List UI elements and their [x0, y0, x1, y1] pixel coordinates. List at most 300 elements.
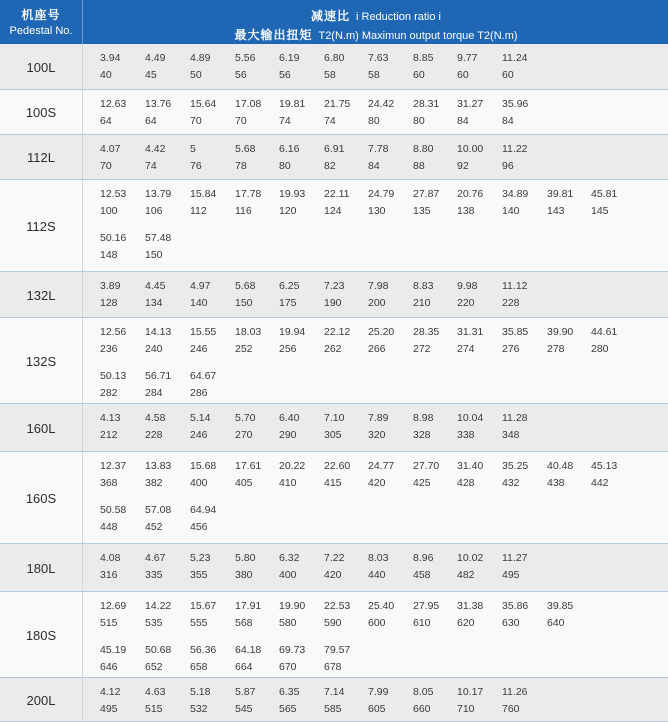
output-torque-value: 338: [457, 429, 475, 441]
ratio-torque-cell: [324, 598, 364, 632]
reduction-ratio-value: 64.18: [235, 644, 262, 656]
reduction-ratio-value: 4.13: [100, 412, 121, 424]
reduction-ratio-value: 13.83: [145, 460, 172, 472]
reduction-ratio-value: 4.12: [100, 686, 121, 698]
ratio-torque-cell: [457, 598, 497, 632]
ratio-torque-cell: [279, 278, 319, 312]
ratio-torque-cell: [502, 410, 542, 444]
reduction-ratio-value: 9.98: [457, 280, 478, 292]
pedestal-header-cn: 机座号: [21, 8, 61, 22]
output-torque-value: 74: [324, 115, 336, 127]
pedestal-label: 100L: [0, 44, 83, 90]
output-torque-value: 134: [145, 297, 163, 309]
reduction-ratio-value: 8.83: [413, 280, 434, 292]
ratio-torque-cell: [457, 410, 497, 444]
output-torque-value: 84: [502, 115, 514, 127]
reduction-ratio-value: 12.53: [100, 188, 127, 200]
output-torque-value: 415: [324, 477, 342, 489]
torque-header-cn: 最大输出扭矩: [234, 28, 313, 42]
ratio-torque-cell: [547, 186, 587, 220]
ratio-torque-cell: [413, 278, 453, 312]
ratio-torque-cell: [145, 96, 185, 130]
output-torque-value: 410: [279, 477, 297, 489]
table-row: [0, 44, 668, 90]
reduction-ratio-value: 8.96: [413, 552, 434, 564]
output-torque-value: 84: [457, 115, 469, 127]
ratio-torque-cell: [279, 642, 319, 676]
output-torque-value: 515: [145, 703, 163, 715]
reduction-ratio-value: 6.80: [324, 52, 345, 64]
reduction-ratio-value: 11.24: [502, 52, 528, 64]
ratio-torque-cell: [190, 642, 230, 676]
output-torque-value: 120: [279, 205, 297, 217]
output-torque-value: 425: [413, 477, 431, 489]
ratio-torque-cell: [457, 458, 497, 492]
table-row: [0, 544, 668, 592]
ratio-torque-header: [84, 0, 668, 44]
output-torque-value: 60: [457, 69, 469, 81]
output-torque-value: 658: [190, 661, 208, 673]
ratio-torque-cell: [190, 550, 230, 584]
ratio-torque-cell: [457, 684, 497, 718]
ratio-torque-cell: [457, 186, 497, 220]
ratio-torque-cell: [235, 684, 275, 718]
ratio-torque-cell: [591, 458, 631, 492]
pedestal-label: 160S: [0, 452, 83, 544]
reduction-ratio-value: 4.49: [145, 52, 166, 64]
output-torque-value: 270: [235, 429, 253, 441]
output-torque-value: 600: [368, 617, 386, 629]
ratio-torque-cell: [502, 186, 542, 220]
ratio-torque-cell: [279, 684, 319, 718]
output-torque-value: 448: [100, 521, 118, 533]
reduction-ratio-value: 24.77: [368, 460, 395, 472]
ratio-torque-cell: [413, 96, 453, 130]
output-torque-value: 143: [547, 205, 565, 217]
output-torque-value: 148: [100, 249, 118, 261]
reduction-ratio-value: 50.58: [100, 504, 127, 516]
output-torque-value: 286: [190, 387, 208, 399]
output-torque-value: 276: [502, 343, 520, 355]
output-torque-value: 565: [279, 703, 297, 715]
output-torque-value: 64: [145, 115, 157, 127]
reduction-ratio-value: 5.70: [235, 412, 256, 424]
ratio-torque-cell: [235, 550, 275, 584]
ratio-torque-cell: [100, 96, 140, 130]
output-torque-value: 640: [547, 617, 565, 629]
pedestal-label: 180S: [0, 592, 83, 678]
reduction-ratio-value: 5.87: [235, 686, 256, 698]
ratio-torque-cell: [190, 186, 230, 220]
reduction-ratio-value: 44.61: [591, 326, 618, 338]
ratio-torque-cell: [279, 550, 319, 584]
reduction-ratio-value: 56.71: [145, 370, 172, 382]
output-torque-value: 124: [324, 205, 342, 217]
reduction-ratio-value: 6.35: [279, 686, 300, 698]
reduction-ratio-value: 27.87: [413, 188, 440, 200]
ratio-torque-cell: [457, 550, 497, 584]
output-torque-value: 328: [413, 429, 431, 441]
ratio-torque-cell: [190, 96, 230, 130]
ratio-torque-cell: [324, 550, 364, 584]
ratio-torque-cell: [413, 186, 453, 220]
ratio-torque-cell: [235, 458, 275, 492]
output-torque-value: 175: [279, 297, 297, 309]
reduction-ratio-value: 22.60: [324, 460, 351, 472]
ratio-torque-cell: [368, 598, 408, 632]
output-torque-value: 664: [235, 661, 253, 673]
reduction-ratio-value: 5.23: [190, 552, 211, 564]
output-torque-value: 368: [100, 477, 118, 489]
reduction-ratio-value: 20.76: [457, 188, 484, 200]
reduction-ratio-value: 15.68: [190, 460, 217, 472]
ratio-torque-cell: [145, 550, 185, 584]
reduction-ratio-value: 5.80: [235, 552, 256, 564]
output-torque-value: 82: [324, 160, 336, 172]
output-torque-value: 200: [368, 297, 386, 309]
ratio-torque-cell: [324, 410, 364, 444]
output-torque-value: 710: [457, 703, 475, 715]
ratio-torque-cell: [591, 186, 631, 220]
reduction-ratio-value: 4.58: [145, 412, 166, 424]
ratio-torque-cell: [279, 96, 319, 130]
ratio-torque-cell: [368, 186, 408, 220]
ratio-torque-cell: [279, 186, 319, 220]
reduction-ratio-value: 17.61: [235, 460, 262, 472]
output-torque-value: 545: [235, 703, 253, 715]
ratio-torque-cell: [279, 141, 319, 175]
output-torque-value: 60: [413, 69, 425, 81]
output-torque-value: 278: [547, 343, 565, 355]
reduction-ratio-value: 10.02: [457, 552, 484, 564]
reduction-ratio-value: 6.19: [279, 52, 300, 64]
reduction-ratio-value: 24.42: [368, 98, 395, 110]
output-torque-value: 150: [235, 297, 253, 309]
ratio-torque-cell: [190, 50, 230, 84]
output-torque-value: 282: [100, 387, 118, 399]
reduction-ratio-value: 7.14: [324, 686, 345, 698]
ratio-torque-cell: [190, 324, 230, 358]
ratio-torque-cell: [457, 278, 497, 312]
output-torque-value: 116: [235, 205, 252, 217]
output-torque-value: 70: [235, 115, 247, 127]
output-torque-value: 535: [145, 617, 163, 629]
output-torque-value: 252: [235, 343, 253, 355]
ratio-torque-cell: [235, 278, 275, 312]
output-torque-value: 140: [190, 297, 208, 309]
ratio-torque-cell: [190, 410, 230, 444]
ratio-torque-cell: [502, 550, 542, 584]
output-torque-value: 246: [190, 343, 208, 355]
reduction-ratio-value: 56.36: [190, 644, 217, 656]
output-torque-value: 145: [591, 205, 609, 217]
reduction-ratio-value: 5.68: [235, 143, 256, 155]
ratio-torque-cell: [324, 186, 364, 220]
output-torque-value: 646: [100, 661, 118, 673]
output-torque-value: 590: [324, 617, 342, 629]
reduction-ratio-value: 28.35: [413, 326, 440, 338]
reduction-ratio-value: 11.27: [502, 552, 528, 564]
pedestal-label: 132S: [0, 318, 83, 404]
reduction-ratio-value: 64.94: [190, 504, 217, 516]
reduction-ratio-value: 25.40: [368, 600, 395, 612]
output-torque-value: 106: [145, 205, 163, 217]
output-torque-value: 56: [279, 69, 291, 81]
reduction-ratio-value: 19.93: [279, 188, 306, 200]
reduction-ratio-value: 35.25: [502, 460, 529, 472]
ratio-torque-cell: [413, 684, 453, 718]
reduction-ratio-value: 27.95: [413, 600, 440, 612]
reduction-ratio-value: 7.63: [368, 52, 389, 64]
ratio-torque-cell: [413, 598, 453, 632]
ratio-torque-cell: [368, 458, 408, 492]
output-torque-value: 630: [502, 617, 520, 629]
ratio-torque-cell: [100, 324, 140, 358]
reduction-ratio-value: 15.55: [190, 326, 217, 338]
output-torque-value: 84: [368, 160, 380, 172]
pedestal-label: 100S: [0, 90, 83, 135]
pedestal-label: 112L: [0, 135, 83, 180]
output-torque-value: 92: [457, 160, 469, 172]
ratio-torque-cell: [235, 642, 275, 676]
output-torque-value: 266: [368, 343, 386, 355]
output-torque-value: 670: [279, 661, 297, 673]
reduction-ratio-value: 4.08: [100, 552, 121, 564]
output-torque-value: 64: [100, 115, 112, 127]
output-torque-value: 335: [145, 569, 163, 581]
reduction-ratio-value: 50.16: [100, 232, 127, 244]
output-torque-value: 140: [502, 205, 520, 217]
output-torque-value: 130: [368, 205, 386, 217]
output-torque-value: 135: [413, 205, 431, 217]
pedestal-header-en: Pedestal No.: [9, 25, 73, 37]
ratio-torque-cell: [100, 186, 140, 220]
output-torque-value: 458: [413, 569, 431, 581]
reduction-ratio-value: 13.76: [145, 98, 172, 110]
ratio-torque-cell: [145, 502, 185, 536]
reduction-ratio-value: 17.91: [235, 600, 262, 612]
reduction-ratio-value: 8.05: [413, 686, 434, 698]
ratio-torque-cell: [190, 368, 230, 402]
reduction-ratio-value: 22.12: [324, 326, 351, 338]
reduction-ratio-value: 8.03: [368, 552, 389, 564]
output-torque-value: 45: [145, 69, 157, 81]
ratio-torque-cell: [279, 50, 319, 84]
output-torque-value: 305: [324, 429, 342, 441]
ratio-torque-cell: [547, 458, 587, 492]
output-torque-value: 316: [100, 569, 118, 581]
table-row: [0, 180, 668, 272]
ratio-torque-cell: [235, 141, 275, 175]
reduction-ratio-value: 10.00: [457, 143, 484, 155]
output-torque-value: 96: [502, 160, 514, 172]
ratio-torque-cell: [145, 50, 185, 84]
reduction-ratio-value: 19.94: [279, 326, 306, 338]
output-torque-value: 452: [145, 521, 163, 533]
output-torque-value: 280: [591, 343, 609, 355]
reduction-ratio-value: 45.81: [591, 188, 618, 200]
reduction-ratio-value: 8.98: [413, 412, 434, 424]
reduction-ratio-value: 50.13: [100, 370, 127, 382]
pedestal-header: [0, 0, 83, 44]
reduction-ratio-value: 4.45: [145, 280, 166, 292]
pedestal-label: 180L: [0, 544, 83, 592]
output-torque-value: 482: [457, 569, 475, 581]
ratio-torque-cell: [235, 410, 275, 444]
reduction-ratio-value: 7.98: [368, 280, 389, 292]
ratio-torque-cell: [235, 50, 275, 84]
reduction-ratio-value: 13.79: [145, 188, 172, 200]
reduction-ratio-value: 4.42: [145, 143, 166, 155]
output-torque-value: 78: [235, 160, 247, 172]
output-torque-value: 678: [324, 661, 342, 673]
ratio-torque-cell: [190, 458, 230, 492]
reduction-ratio-value: 4.97: [190, 280, 211, 292]
ratio-torque-cell: [413, 550, 453, 584]
reduction-ratio-value: 39.81: [547, 188, 574, 200]
torque-header-en: T2(N.m) Maximun output torque T2(N.m): [318, 30, 518, 42]
output-torque-value: 380: [235, 569, 253, 581]
pedestal-label: 160L: [0, 404, 83, 452]
reduction-ratio-value: 35.86: [502, 600, 529, 612]
output-torque-value: 382: [145, 477, 163, 489]
reduction-ratio-value: 17.78: [235, 188, 262, 200]
ratio-torque-cell: [502, 324, 542, 358]
ratio-torque-cell: [368, 96, 408, 130]
table-row: [0, 678, 668, 722]
output-torque-value: 605: [368, 703, 386, 715]
ratio-torque-cell: [413, 141, 453, 175]
output-torque-value: 80: [413, 115, 425, 127]
ratio-torque-cell: [502, 50, 542, 84]
ratio-torque-cell: [100, 642, 140, 676]
ratio-torque-cell: [324, 278, 364, 312]
reduction-ratio-value: 14.22: [145, 600, 172, 612]
ratio-torque-cell: [324, 684, 364, 718]
reduction-ratio-value: 24.79: [368, 188, 395, 200]
ratio-torque-cell: [413, 50, 453, 84]
ratio-torque-cell: [145, 458, 185, 492]
reduction-ratio-value: 10.17: [457, 686, 484, 698]
reduction-ratio-value: 25.20: [368, 326, 395, 338]
ratio-torque-cell: [145, 410, 185, 444]
output-torque-value: 568: [235, 617, 253, 629]
output-torque-value: 495: [100, 703, 118, 715]
reduction-ratio-value: 27.70: [413, 460, 440, 472]
reduction-ratio-value: 6.40: [279, 412, 300, 424]
ratio-torque-cell: [100, 141, 140, 175]
table-row: [0, 592, 668, 678]
ratio-torque-cell: [547, 598, 587, 632]
output-torque-value: 212: [100, 429, 118, 441]
output-torque-value: 555: [190, 617, 208, 629]
ratio-torque-cell: [324, 324, 364, 358]
output-torque-value: 128: [100, 297, 118, 309]
reduction-ratio-value: 31.38: [457, 600, 484, 612]
ratio-torque-cell: [324, 96, 364, 130]
reduction-ratio-value: 5.14: [190, 412, 211, 424]
output-torque-value: 262: [324, 343, 342, 355]
ratio-torque-cell: [145, 141, 185, 175]
reduction-ratio-value: 31.40: [457, 460, 484, 472]
reduction-ratio-value: 40.48: [547, 460, 574, 472]
output-torque-value: 355: [190, 569, 208, 581]
reduction-ratio-value: 4.67: [145, 552, 166, 564]
reduction-ratio-value: 6.16: [279, 143, 300, 155]
reduction-ratio-value: 12.56: [100, 326, 127, 338]
ratio-header-en: i Reduction ratio i: [356, 11, 441, 23]
ratio-torque-cell: [324, 50, 364, 84]
ratio-torque-cell: [100, 410, 140, 444]
reduction-ratio-value: 12.37: [100, 460, 127, 472]
reduction-ratio-value: 4.89: [190, 52, 211, 64]
reduction-ratio-value: 8.80: [413, 143, 434, 155]
output-torque-value: 256: [279, 343, 297, 355]
ratio-torque-cell: [457, 50, 497, 84]
reduction-ratio-value: 79.57: [324, 644, 351, 656]
pedestal-label: 132L: [0, 272, 83, 318]
ratio-torque-cell: [591, 324, 631, 358]
reduction-ratio-value: 45.19: [100, 644, 127, 656]
ratio-torque-cell: [145, 684, 185, 718]
ratio-torque-cell: [457, 96, 497, 130]
ratio-torque-cell: [145, 324, 185, 358]
reduction-ratio-value: 31.31: [457, 326, 484, 338]
ratio-torque-cell: [145, 598, 185, 632]
ratio-torque-cell: [235, 96, 275, 130]
reduction-ratio-value: 21.75: [324, 98, 351, 110]
output-torque-value: 272: [413, 343, 431, 355]
reduction-ratio-value: 15.67: [190, 600, 217, 612]
output-torque-value: 76: [190, 160, 202, 172]
ratio-torque-cell: [279, 410, 319, 444]
ratio-torque-cell: [100, 278, 140, 312]
reduction-ratio-value: 34.89: [502, 188, 529, 200]
output-torque-value: 100: [100, 205, 118, 217]
output-torque-value: 442: [591, 477, 609, 489]
ratio-torque-cell: [368, 684, 408, 718]
output-torque-value: 50: [190, 69, 202, 81]
reduction-ratio-value: 3.89: [100, 280, 121, 292]
output-torque-value: 74: [279, 115, 291, 127]
ratio-torque-cell: [413, 410, 453, 444]
output-torque-value: 760: [502, 703, 520, 715]
output-torque-value: 70: [100, 160, 112, 172]
output-torque-value: 585: [324, 703, 342, 715]
reduction-ratio-value: 19.90: [279, 600, 306, 612]
output-torque-value: 432: [502, 477, 520, 489]
output-torque-value: 405: [235, 477, 253, 489]
reduction-ratio-value: 35.96: [502, 98, 529, 110]
ratio-torque-cell: [368, 141, 408, 175]
output-torque-value: 58: [324, 69, 336, 81]
reduction-ratio-value: 39.90: [547, 326, 574, 338]
output-torque-value: 240: [145, 343, 163, 355]
ratio-torque-cell: [457, 141, 497, 175]
reduction-ratio-value: 39.85: [547, 600, 574, 612]
reduction-ratio-value: 8.85: [413, 52, 434, 64]
reduction-ratio-value: 22.11: [324, 188, 350, 200]
output-torque-value: 56: [235, 69, 247, 81]
output-torque-value: 60: [502, 69, 514, 81]
ratio-torque-cell: [190, 502, 230, 536]
reduction-ratio-value: 19.81: [279, 98, 306, 110]
output-torque-value: 620: [457, 617, 475, 629]
reduction-ratio-value: 7.10: [324, 412, 345, 424]
output-torque-value: 515: [100, 617, 118, 629]
ratio-torque-cell: [145, 368, 185, 402]
output-torque-value: 420: [324, 569, 342, 581]
